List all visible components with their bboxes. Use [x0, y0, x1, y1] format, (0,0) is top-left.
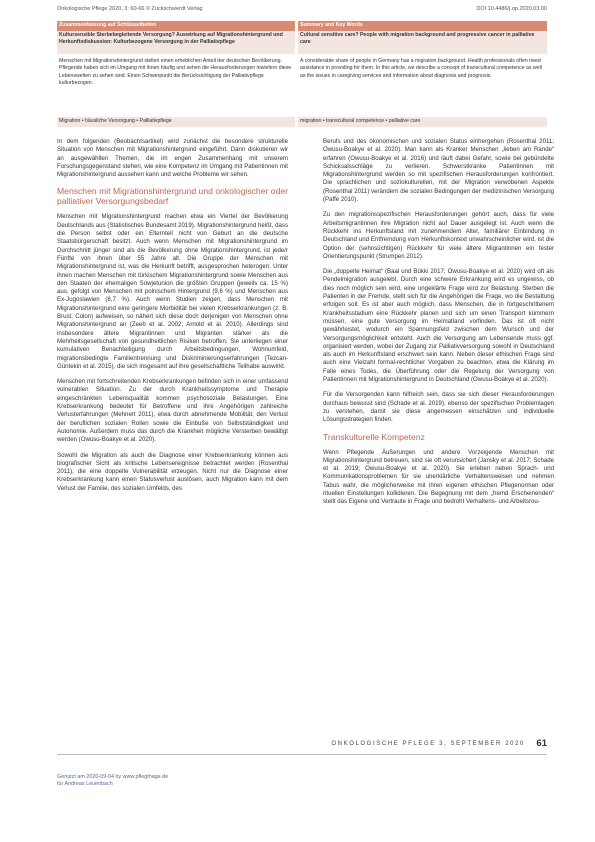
german-keywords: Migration • häusliche Versorgung • Palliativpflege [57, 117, 295, 127]
journal-issue: ONKOLOGISCHE PFLEGE 3, SEPTEMBER 2020 [331, 741, 525, 747]
english-title: Cultural sensitive care? People with migration background and progressive cancer in palliative care [298, 31, 547, 54]
journal-citation: Onkologische Pflege 2020, 3: 60-66 © Zuckschwerdt Verlag [57, 6, 203, 12]
download-line-2: für Andreas Leuenbach [57, 781, 113, 787]
page-number: 61 [536, 738, 547, 749]
german-summary-header: Zusammenfassung auf Schlüsselbeiten [57, 21, 295, 31]
abstract-table-header [57, 21, 547, 31]
german-abstract: Menschen mit Migrationshintergrund stellen einen erheblichen Anteil der deutschen Bevölkerung. Pflegende haben sich im Umgang mit ihnen häufig und sehen die Herausforderungen inwiefern diese Lebenswelten zu sehen sind. Einen Schwerpunkt die Berücksichtigung der Palliativpflege kulturbezogen. [59, 58, 292, 86]
doi: DOI 10.4486/j.op.2020.03.00 [476, 6, 547, 12]
running-header [57, 6, 547, 16]
body-paragraph: Sowohl die Migration als auch die Diagnose einer Krebserkrankung können aus biografischer Sicht als kritische Lebensereignisse betrachtet werden (Rosenthal 2011), die eine doppelte Vulnerabilität erzeugen. Nicht nur die Diagnose einer Krebserkrankung kann einen Statusverlust auslösen, auch Migration kann mit dem Verlust der Familie, des sozialen Umfelds, des [57, 451, 288, 492]
download-notice [57, 774, 168, 788]
download-line-1: Genutzt am 2020-09-04 by www.pflegthage.de [57, 774, 169, 780]
abstract-table-titles [57, 31, 547, 54]
english-summary-header: Summary and Key Words [298, 21, 547, 31]
english-abstract: A considerable share of people in Germany has a migration background. Health professionals often need assistance in providing for them. In this article, we describe a concept of transcultural competence as well as the issues in caregiving services and information about diagnosis and prognosis. [300, 58, 542, 79]
section-heading-migration: Menschen mit Migrationshintergrund und onkologischer oder palliativer Versorgungsbedarf [57, 186, 288, 207]
body-paragraph: Menschen mit fortschreitenden Krebserkrankungen befinden sich in einer umfassend vulnerablen Situation. Zu der durch Krankheitssymptome und Therapie eingeschränkten Lebensqualität kommen psychosoziale Belastungen. Eine Krebserkrankung bedeutet für Betroffene und ihre Angehörigen zahlreiche Verlusterfahrungen (Mehnert 2011), etwa durch abnehmende Mobilität, den Verlust der beruflichen sozialen Rollen sowie die Einbuße von Selbstständigkeit und Autonomie. Außerdem muss das durch die Krankheit mögliche Versterben bewältigt werden (Owusu-Boakye et al. 2020). [57, 378, 288, 444]
body-paragraph: Zu den migrationsspezifischen Herausforderungen gehört auch, dass für viele Arbeitsmigrantinnen ihre Migration nicht auf Dauer ausgelegt ist. Auch wenn die Rückkehr ins Herkunftsland mit zunehmendem Alter, familiärer Einbindung in Deutschland und Entfremdung vom Herkunftskontext unwahrscheinlicher wird, ist die Option der (sehnsüchtigen) Rückkehr für viele ältere Migrantinnen ein fester Orientierungspunkt (Strumpen 2012). [323, 211, 554, 260]
footer-rule [57, 754, 547, 755]
english-keywords: migration • transcultural competence • palliative care [298, 117, 547, 127]
text-column-right [323, 138, 554, 514]
body-paragraph: Wenn Pflegende Äußerungen und andere Vorzeigende Menschen mit Migrationshintergrund betreuen, sind sie oft verunsichert (Jansky et al. 2017; Schade et al. 2019; Owusu-Boakye et al. 2020). Sie erleben neben Sprach- und Kommunikationsproblemen für sie unerklärliche Verhaltensweisen und nehmen Tabus wahr, die möglicherweise mit ihren eigenen ethischen Pflegenormen oder rituellen Einstellungen kollidieren. Die Begegnung mit dem „fremd Erscheinenden“ stellt das Eigene und Vertraute in Frage und bedroht Verhaltens- und Arbeitsrou- [323, 448, 554, 506]
page-footer [57, 738, 547, 752]
section-heading-competence: Transkulturelle Kompetenz [323, 431, 425, 442]
body-paragraph: Menschen mit Migrationshintergrund machen etwa ein Viertel der Bevölkerung Deutschlands aus (Statistisches Bundesamt 2019). Migrationshintergrund heißt, dass die Person selbst oder ein Elternteil nicht von Geburt an die deutsche Staatsbürgerschaft besitzt. Auch wenn Menschen mit Migrationshintergrund im Durchschnitt jünger sind als die Bevölkerung ohne Migrationshintergrund, ist jede/r Fünfte von ihnen über 55 Jahre alt. Die Gruppe der Menschen mit Migrationshintergrund ist, was die Herkunft betrifft, ausgesprochen heterogen. Unter ihnen machen Menschen mit türkischem Migrationshintergrund sowie Menschen aus den Staaten der ehemaligen Sowjetunion die größten Gruppen (jeweils ca. 15 %) aus, gefolgt von Menschen mit polnischem Hintergrund (9,6 %) und Menschen aus Ex-Jugoslawien (8,7 %). Auch wenn Studien zeigen, dass Menschen mit Migrationshintergrund eine geringere Morbidität bei vielen Krebserkrankungen (z. B. Brust, Colon) aufweisen, so nähert sich diese doch derjenigen von Menschen ohne Migrationshintergrund an (Zeeb et al. 2002; Arnold et al. 2010). Allerdings sind insbesondere ältere Migrantinnen und Migranten stärker als die Mehrheitsgesellschaft von gesundheitlichen Risiken betroffen. Sie unterliegen einer kumulativen Benachteiligung durch Arbeitsbedingungen, Wohnumfeld, migrationsbedingte Familientrennung und Diskriminierungserfahrungen (Tezcan-Güntekin et al. 2015), die sich insgesamt auf ihre gesellschaftliche Teilhabe auswirkt. [57, 213, 288, 370]
german-title: Kultursensible Sterbebegleitende Versorgung? Auswirkung auf Migrationshintergrund und Herkunftsdiskussion: Kulturbezogene Versorgung in der Palliativpflege [57, 31, 295, 54]
body-paragraph: Für die Versorgenden kann hilfreich sein, dass sie sich dieser Herausforderungen durchaus bewusst sind (Schade et al. 2019), ebenso der spezifischen Problemlagen zu verstehen, damit sie diese angemessen einschätzen und individuelle Lösungsstrategien finden. [323, 391, 554, 424]
body-paragraph: Berufs und des ökonomischen und sozialen Status einhergehen (Rosenthal 2011; Owusu-Boakye et al. 2020). Man kann als Kranker Menschen „lieben am Rande“ erfahren (Owusu-Boakye et al. 2016) und läuft dabei Gefahr, sowie bei gebündelte Schicksalsschläge zu verlieren. Schwerstkranke Patientinnen mit Migrationshintergrund werden so mit spezifischen Herausforderungen konfrontiert. Die sprachlichen und soziokulturellen, mit der Migration verwobenen Aspekte (Rosenthal 2011) verändern die sozialen Bedingungen der medizinischen Versorgung (Paffe 2010). [323, 138, 554, 204]
abstract-table-keywords [57, 117, 547, 127]
abstract-table-abstracts [57, 54, 547, 117]
text-column-left [57, 138, 288, 500]
body-paragraph: Die „doppelte Heimat“ (Baal und Bükki 2017; Owusu-Boakye et al. 2020) wird oft als Pendelmigration ausgelebt. Durch eine schwere Erkrankung wird es ungewiss, ob dies noch möglich sein wird, eine ungeklärte Frage wird zur Belastung. Sterben die Patienten in der Fremde, stellt sich für die Angehörigen die Frage, wo die Bestattung erfolgen soll. Es ist aber auch möglich, dass Menschen, die in fortgeschrittenem Krankheitsstadium eine Rückkehr planen und sich um einen Transport kümmern müssen, eine gute Versorgung im Heimatland vorfinden. Das ist oft nicht gewährleistet, wodurch ein Spannungsfeld zwischen dem Wunsch und der Versorgungsmöglichkeit entsteht. Auch die Versorgung am Lebensende muss ggf. organisiert werden, wobei der Zugang zur Palliativversorgung sowohl in Deutschland als auch im Herkunftsland erschwert sein kann. Neben dieser ethischen Frage sind auch eine Vielzahl formal-rechtlicher Vorgaben zu beachten, etwa die Klärung im Falle eines Todes, die Überführung oder die Regelung der Versorgung von Patientinnen mit Migrationshintergrund in Deutschland (Owusu-Boakye et al. 2020). [323, 268, 554, 384]
abstract-table [57, 21, 547, 127]
intro-paragraph: In dem folgenden (Beobachtsartikel) wird zunächst die besondere strukturelle Situation von Menschen mit Migrationshintergrund eingeführt. Dann diskutieren wir an ausgewählten Themen, die im engen Zusammenhang mit unserem Forschungsgegenstand stehen, wie eine Kompetenz im Umgang mit Patientinnen mit Migrationshintergrund aussehen kann und welche Probleme wir sehen. [57, 138, 288, 179]
